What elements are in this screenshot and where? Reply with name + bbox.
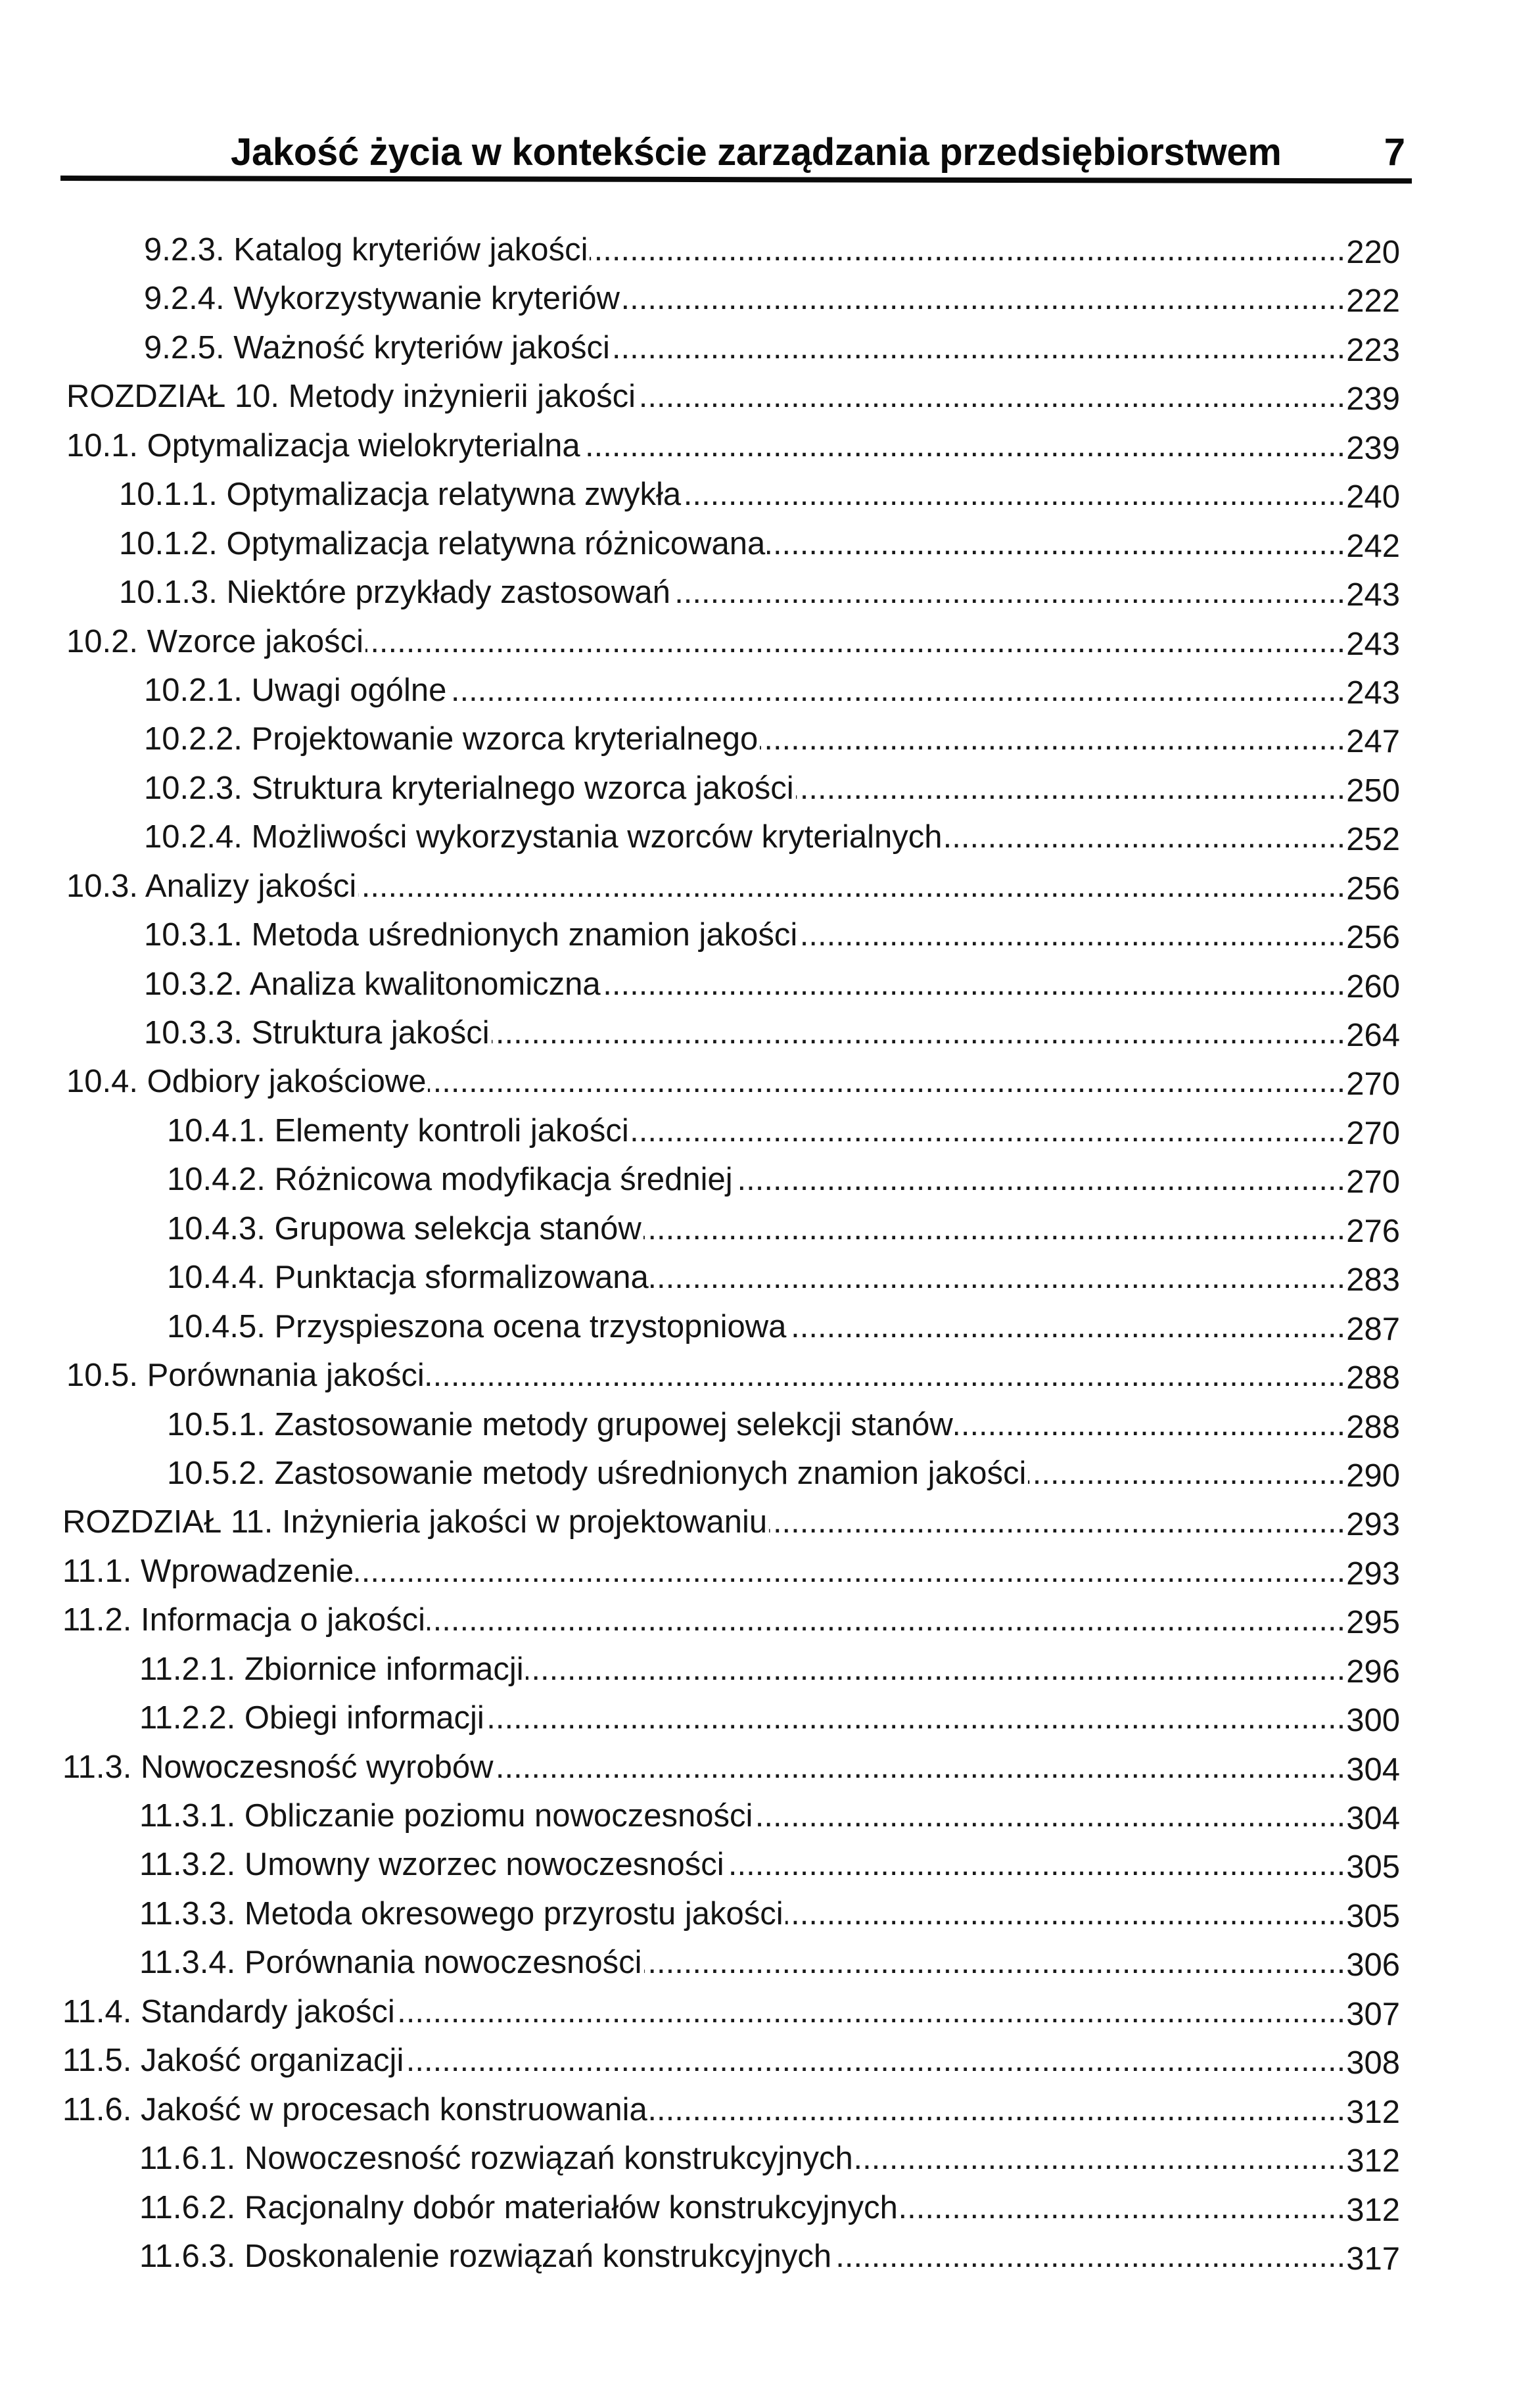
toc-entry (0, 421, 1400, 470)
toc-entry-number: 10.5. (66, 1358, 138, 1394)
toc-entry-label (167, 1253, 649, 1302)
dot-leader (799, 911, 1345, 959)
dot-leader (622, 274, 1345, 323)
toc-entry-label (144, 813, 943, 861)
dot-leader (672, 568, 1345, 617)
toc-entry-number: 11.6. (62, 2091, 132, 2127)
dot-leader (492, 1009, 1346, 1057)
toc-entry-number: 11.6.1. (139, 2141, 236, 2177)
toc-entry (0, 1792, 1400, 1840)
dot-leader (356, 1547, 1345, 1596)
toc-entry-label (139, 1840, 724, 1889)
toc-entry-page: 222 (1346, 283, 1400, 320)
toc-entry-page: 287 (1346, 1311, 1400, 1347)
dot-leader (735, 1155, 1346, 1204)
dot-leader (365, 617, 1345, 666)
toc-entry-label (66, 862, 356, 911)
toc-entry-title: Informacja o jakości (140, 1602, 425, 1638)
toc-entry (0, 813, 1400, 861)
toc-entry-title: Jakość w procesach konstruowania (140, 2091, 647, 2127)
toc-entry-label (144, 323, 610, 372)
toc-entry (0, 1057, 1400, 1106)
dot-leader (900, 2183, 1345, 2232)
toc-entry-title: Zastosowanie metody uśrednionych znamion jakości (274, 1455, 1027, 1491)
toc-entry-label (139, 2134, 853, 2183)
toc-entry (0, 1547, 1400, 1596)
toc-entry-title: Wprowadzenie (140, 1553, 354, 1589)
dot-leader (427, 1596, 1345, 1644)
toc-entry-title: Przyspieszona ocena trzystopniowa (274, 1308, 787, 1344)
toc-entry-title: Niektóre przykłady zastosowań (226, 575, 670, 611)
dot-leader (590, 226, 1345, 274)
table-of-contents (0, 226, 1400, 2281)
toc-entry-title: Zbiornice informacji (244, 1651, 524, 1687)
dot-leader (683, 470, 1345, 519)
toc-entry-page: 243 (1346, 577, 1400, 613)
toc-entry-title: Jakość organizacji (140, 2043, 404, 2079)
toc-entry-page: 308 (1346, 2045, 1400, 2081)
toc-entry (0, 1351, 1400, 1400)
dot-leader (486, 1694, 1345, 1742)
toc-entry-page: 270 (1346, 1115, 1400, 1151)
toc-entry (0, 1596, 1400, 1644)
toc-entry-label (119, 519, 765, 568)
toc-entry-number: 10.3.2. (144, 966, 243, 1002)
toc-entry-page: 312 (1346, 2094, 1400, 2130)
toc-entry-title: Obliczanie poziomu nowoczesności (244, 1798, 753, 1834)
toc-entry (0, 2134, 1400, 2183)
toc-entry-label (139, 1694, 484, 1742)
toc-entry-title: Porównania jakości (147, 1358, 425, 1394)
toc-entry-number: 11.2. (62, 1602, 132, 1638)
toc-entry (0, 1938, 1400, 1987)
toc-entry-number: 10.5.2. (167, 1455, 266, 1491)
toc-entry-label (62, 1498, 767, 1546)
toc-entry-page: 312 (1346, 2143, 1400, 2179)
toc-entry-title: Nowoczesność rozwiązań konstrukcyjnych (244, 2141, 853, 2177)
toc-entry-number: 11.6.2. (139, 2189, 236, 2225)
toc-entry (0, 1889, 1400, 1938)
toc-entry-number: 11.3.4. (139, 1945, 236, 1981)
toc-entry-number: 10.5.1. (167, 1406, 266, 1442)
toc-entry-page: 270 (1346, 1066, 1400, 1103)
toc-entry-number: ROZDZIAŁ 10. (66, 379, 280, 415)
toc-entry-title: Umowny wzorzec nowoczesności (244, 1847, 724, 1883)
dot-leader (649, 2085, 1345, 2134)
dot-leader (755, 1792, 1345, 1840)
toc-entry-page: 305 (1346, 1849, 1400, 1886)
toc-entry-label (139, 1792, 753, 1840)
toc-entry-title: Wykorzystywanie kryteriów (233, 281, 620, 317)
toc-entry-page: 290 (1346, 1458, 1400, 1494)
toc-entry-page: 293 (1346, 1556, 1400, 1592)
running-header-page-number: 7 (1384, 131, 1405, 174)
toc-entry-number: 10.2.2. (144, 721, 243, 757)
toc-entry-page: 264 (1346, 1018, 1400, 1053)
toc-entry-number: 11.2.2. (139, 1700, 236, 1736)
toc-entry-title: Optymalizacja relatywna zwykła (226, 477, 682, 513)
dot-leader (428, 1057, 1345, 1106)
toc-entry-title: Porównania nowoczesności (244, 1945, 642, 1981)
toc-entry-number: 10.4.5. (167, 1308, 266, 1344)
toc-entry-page: 304 (1346, 1751, 1400, 1788)
dot-leader (427, 1351, 1345, 1400)
toc-entry-page: 260 (1346, 968, 1400, 1005)
toc-entry-number: 11.3.2. (139, 1847, 236, 1883)
dot-leader (760, 715, 1345, 763)
toc-entry-label (139, 2232, 831, 2281)
toc-entry-page: 288 (1346, 1409, 1400, 1445)
dot-leader (726, 1840, 1346, 1889)
toc-entry-page: 288 (1346, 1360, 1400, 1396)
dot-leader (644, 1938, 1346, 1987)
dot-leader (612, 323, 1345, 372)
toc-entry-title: Wzorce jakości (147, 623, 364, 659)
toc-entry-page: 239 (1346, 430, 1400, 466)
dot-leader (855, 2134, 1345, 2183)
toc-entry-page: 239 (1346, 381, 1400, 417)
toc-entry (0, 1743, 1400, 1792)
toc-entry (0, 1987, 1400, 2036)
toc-entry-page: 252 (1346, 822, 1400, 858)
toc-entry-number: 11.6.3. (139, 2238, 236, 2274)
toc-entry-page: 242 (1346, 528, 1400, 564)
toc-entry-title: Racjonalny dobór materiałów konstrukcyjnych (244, 2189, 898, 2225)
toc-entry (0, 274, 1400, 323)
dot-leader (767, 519, 1345, 568)
toc-entry-number: 11.1. (62, 1553, 132, 1589)
dot-leader (769, 1498, 1345, 1546)
toc-entry-label (167, 1106, 629, 1155)
toc-entry-label (62, 1547, 354, 1596)
running-header-title: Jakość życia w kontekście zarządzania przedsiębiorstwem (231, 131, 1282, 174)
toc-entry-number: 10.1.3. (119, 575, 218, 611)
toc-entry-label (167, 1302, 786, 1351)
toc-entry-number: 10.4.1. (167, 1112, 266, 1149)
toc-entry-number: 9.2.5. (144, 329, 225, 366)
dot-leader (955, 1400, 1346, 1449)
toc-entry-label (167, 1155, 733, 1204)
toc-entry-page: 220 (1346, 235, 1400, 270)
toc-entry (0, 470, 1400, 519)
toc-entry (0, 1302, 1400, 1351)
toc-entry (0, 2085, 1400, 2134)
toc-entry-number: 10.1.1. (119, 477, 218, 513)
toc-entry-title: Grupowa selekcja stanów (274, 1210, 642, 1247)
toc-chapter-entry (0, 372, 1400, 421)
toc-entry-number: 11.2.1. (139, 1651, 236, 1687)
toc-entry-title: Obiegi informacji (244, 1700, 484, 1736)
toc-entry-title: Metoda uśrednionych znamion jakości (251, 917, 798, 953)
toc-entry-label (144, 911, 797, 959)
toc-entry-title: Struktura kryterialnego wzorca jakości (251, 770, 794, 806)
dot-leader (643, 1204, 1345, 1253)
toc-entry-label (66, 421, 580, 470)
toc-entry-label (119, 568, 670, 617)
toc-entry-number: 11.5. (62, 2043, 132, 2079)
toc-entry-title: Metody inżynierii jakości (288, 379, 636, 415)
toc-entry-number: 10.2. (66, 623, 138, 659)
toc-entry-title: Zastosowanie metody grupowej selekcji stanów (274, 1406, 953, 1442)
toc-entry-page: 317 (1346, 2241, 1400, 2277)
toc-entry-title: Projektowanie wzorca kryterialnego (251, 721, 758, 757)
toc-entry-title: Katalog kryteriów jakości (233, 232, 588, 268)
toc-entry-title: Inżynieria jakości w projektowaniu (282, 1504, 768, 1540)
toc-entry-title: Ważność kryteriów jakości (233, 329, 610, 366)
toc-entry-number: 9.2.4. (144, 281, 225, 317)
toc-entry (0, 1155, 1400, 1204)
toc-entry-label (144, 226, 588, 274)
toc-entry-number: 10.4.3. (167, 1210, 266, 1247)
toc-entry (0, 1400, 1400, 1449)
dot-leader (796, 764, 1346, 813)
toc-entry-number: 10.4.2. (167, 1162, 266, 1198)
dot-leader (397, 1987, 1345, 2036)
toc-entry-label (139, 1645, 524, 1694)
toc-entry-page: 306 (1346, 1947, 1400, 1983)
toc-entry-label (144, 715, 758, 763)
toc-entry-number: 10.2.1. (144, 672, 243, 708)
toc-entry (0, 2232, 1400, 2281)
toc-entry (0, 2036, 1400, 2085)
toc-entry-title: Uwagi ogólne (251, 672, 447, 708)
toc-entry-title: Optymalizacja relatywna różnicowana (226, 525, 766, 561)
toc-entry-label (167, 1449, 1026, 1498)
toc-entry-title: Struktura jakości (251, 1015, 490, 1051)
dot-leader (945, 813, 1346, 861)
toc-entry (0, 862, 1400, 911)
toc-entry (0, 1204, 1400, 1253)
toc-entry-title: Nowoczesność wyrobów (140, 1749, 494, 1785)
toc-entry-label (144, 764, 794, 813)
toc-entry-title: Możliwości wykorzystania wzorców kryterialnych (251, 819, 943, 855)
toc-entry-page: 295 (1346, 1605, 1400, 1641)
toc-entry-label (62, 2036, 404, 2085)
toc-entry-number: 10.1. (66, 427, 138, 463)
toc-entry-title: Analiza kwalitonomiczna (249, 966, 601, 1002)
toc-entry-page: 293 (1346, 1507, 1400, 1543)
header-rule (60, 176, 1412, 183)
toc-entry-page: 305 (1346, 1898, 1400, 1934)
toc-entry-page: 223 (1346, 332, 1400, 368)
toc-entry-number: 10.3.3. (144, 1015, 243, 1051)
toc-entry-page: 304 (1346, 1801, 1400, 1836)
toc-entry (0, 1106, 1400, 1155)
dot-leader (526, 1645, 1346, 1694)
dot-leader (651, 1253, 1346, 1302)
toc-entry-page: 276 (1346, 1213, 1400, 1249)
toc-entry-label (139, 2183, 898, 2232)
toc-entry-label (144, 1009, 490, 1057)
toc-entry-number: ROZDZIAŁ 11. (62, 1504, 273, 1540)
toc-entry (0, 617, 1400, 666)
toc-entry-page: 296 (1346, 1653, 1400, 1690)
dot-leader (638, 372, 1345, 421)
toc-entry (0, 911, 1400, 959)
toc-entry-number: 10.1.2. (119, 525, 218, 561)
toc-entry-page: 256 (1346, 870, 1400, 907)
toc-entry (0, 1449, 1400, 1498)
toc-entry (0, 519, 1400, 568)
toc-entry-number: 11.3.1. (139, 1798, 236, 1834)
toc-entry-title: Punktacja sformalizowana (274, 1260, 649, 1296)
toc-entry-number: 9.2.3. (144, 232, 225, 268)
toc-entry-page: 243 (1346, 675, 1400, 711)
toc-entry-number: 10.4.4. (167, 1260, 266, 1296)
toc-entry (0, 1645, 1400, 1694)
toc-entry-label (62, 1596, 425, 1644)
dot-leader (582, 421, 1346, 470)
dot-leader (788, 1302, 1345, 1351)
toc-entry-label (66, 1057, 426, 1106)
toc-entry-label (62, 2085, 647, 2134)
toc-entry-page: 283 (1346, 1262, 1400, 1298)
toc-entry-page: 312 (1346, 2192, 1400, 2228)
dot-leader (358, 862, 1345, 911)
toc-entry-label (66, 372, 636, 421)
toc-entry (0, 764, 1400, 813)
toc-entry (0, 2183, 1400, 2232)
toc-entry-label (139, 1938, 642, 1987)
toc-entry (0, 568, 1400, 617)
toc-entry (0, 226, 1400, 274)
toc-entry-number: 11.3.3. (139, 1895, 236, 1932)
toc-entry-label (119, 470, 681, 519)
toc-entry-number: 10.4. (66, 1064, 138, 1100)
toc-entry-number: 11.3. (62, 1749, 132, 1785)
dot-leader (495, 1743, 1345, 1792)
dot-leader (603, 960, 1346, 1009)
toc-entry-title: Różnicowa modyfikacja średniej (274, 1162, 733, 1198)
toc-entry-page: 307 (1346, 1996, 1400, 2032)
toc-entry-label (167, 1204, 642, 1253)
toc-entry-label (66, 1351, 425, 1400)
toc-entry-number: 10.2.3. (144, 770, 243, 806)
toc-entry-number: 11.4. (62, 1993, 132, 2030)
toc-entry (0, 666, 1400, 715)
dot-leader (631, 1106, 1346, 1155)
toc-entry-number: 10.3. (66, 868, 138, 904)
toc-entry-label (62, 1987, 395, 2036)
toc-entry-label (144, 666, 446, 715)
toc-entry-label (144, 960, 601, 1009)
toc-chapter-entry (0, 1498, 1400, 1546)
toc-entry (0, 1840, 1400, 1889)
toc-entry-label (144, 274, 620, 323)
toc-entry-number: 10.2.4. (144, 819, 243, 855)
toc-entry-label (62, 1743, 493, 1792)
toc-entry-title: Analizy jakości (145, 868, 357, 904)
toc-entry-page: 270 (1346, 1164, 1400, 1200)
toc-entry-page: 243 (1346, 626, 1400, 662)
toc-entry-label (66, 617, 363, 666)
toc-entry (0, 1009, 1400, 1057)
toc-entry-page: 300 (1346, 1703, 1400, 1739)
toc-entry (0, 1253, 1400, 1302)
toc-entry-label (167, 1400, 953, 1449)
toc-entry-title: Doskonalenie rozwiązań konstrukcyjnych (244, 2238, 832, 2274)
toc-entry-page: 247 (1346, 724, 1400, 760)
toc-entry-label (139, 1889, 783, 1938)
dot-leader (785, 1889, 1346, 1938)
toc-entry-title: Optymalizacja wielokryterialna (147, 427, 580, 463)
dot-leader (1028, 1449, 1345, 1498)
toc-entry (0, 1694, 1400, 1742)
toc-entry-title: Odbiory jakościowe (147, 1064, 427, 1100)
toc-entry-title: Metoda okresowego przyrostu jakości (244, 1895, 783, 1932)
dot-leader (448, 666, 1345, 715)
toc-entry-title: Standardy jakości (140, 1993, 395, 2030)
dot-leader (406, 2036, 1345, 2085)
toc-entry-title: Elementy kontroli jakości (274, 1112, 629, 1149)
toc-entry (0, 323, 1400, 372)
toc-entry-page: 256 (1346, 920, 1400, 956)
toc-entry-page: 240 (1346, 479, 1400, 515)
toc-entry-number: 10.3.1. (144, 917, 243, 953)
toc-entry (0, 960, 1400, 1009)
dot-leader (833, 2232, 1345, 2281)
toc-entry (0, 715, 1400, 763)
toc-entry-page: 250 (1346, 772, 1400, 809)
